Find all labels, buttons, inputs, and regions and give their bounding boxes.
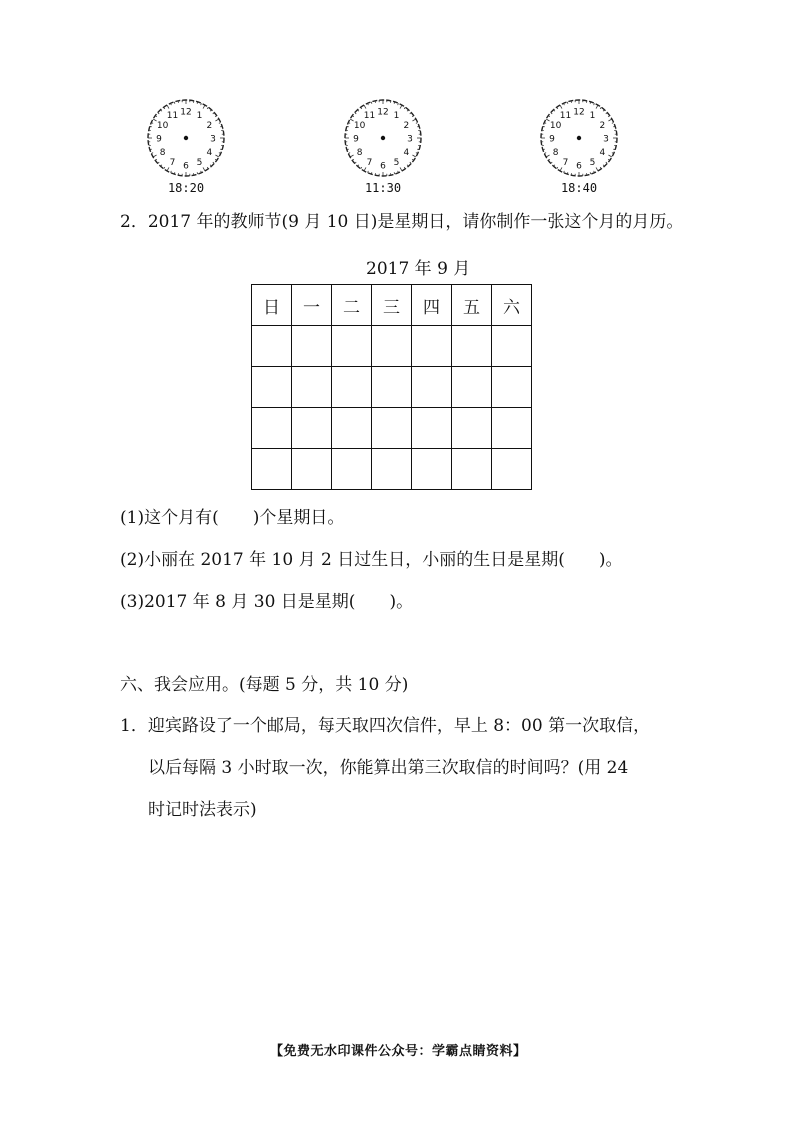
clock-tick bbox=[215, 155, 218, 157]
weekday-sat: 六 bbox=[492, 285, 532, 326]
clock-tick bbox=[371, 102, 372, 104]
calendar-cell[interactable] bbox=[452, 449, 492, 490]
calendar-row bbox=[252, 408, 532, 449]
section-6-q1-line-1: 1．迎宾路设了一个邮局，每天取四次信件，早上 8：00 第一次取信， bbox=[120, 716, 651, 736]
clock-tick bbox=[557, 107, 558, 109]
clock-tick bbox=[167, 105, 169, 108]
clock-numeral: 6 bbox=[576, 161, 582, 172]
clock-2 bbox=[339, 96, 429, 206]
clock-time-label: 11:30 bbox=[364, 181, 402, 195]
calendar-cell[interactable] bbox=[412, 408, 452, 449]
calendar-cell[interactable] bbox=[252, 408, 292, 449]
clock-numeral: 4 bbox=[403, 148, 410, 158]
clock-tick bbox=[158, 162, 159, 163]
clock-numeral: 8 bbox=[159, 148, 166, 158]
clock-tick bbox=[400, 105, 402, 108]
clock-numeral: 11 bbox=[559, 111, 572, 122]
clock-tick bbox=[394, 172, 395, 174]
clock-tick bbox=[215, 116, 217, 117]
clock-numeral: 1 bbox=[589, 111, 596, 122]
clock-tick bbox=[551, 113, 552, 114]
clock-tick bbox=[404, 167, 405, 169]
clock-tick bbox=[203, 167, 205, 170]
clock-tick bbox=[410, 162, 411, 163]
clock-face-3 bbox=[535, 96, 625, 206]
calendar-cell[interactable] bbox=[252, 449, 292, 490]
clock-numeral: 5 bbox=[196, 157, 203, 168]
clock-tick bbox=[164, 167, 165, 169]
clock-numeral: 12 bbox=[573, 107, 585, 118]
calendar-cell[interactable] bbox=[252, 367, 292, 408]
clock-tick bbox=[219, 123, 221, 124]
calendar-title: 2017 年 9 月 bbox=[366, 259, 471, 279]
clock-tick bbox=[560, 167, 562, 170]
question-2-text: 2．2017 年的教师节(9 月 10 日)是星期日，请你制作一张这个月的月历。 bbox=[120, 212, 684, 232]
clock-tick bbox=[590, 172, 591, 174]
sub-question-3: (3)2017 年 8 月 30 日是星期( )。 bbox=[120, 592, 414, 612]
clock-numeral: 7 bbox=[169, 157, 176, 168]
clock-tick bbox=[153, 155, 156, 157]
clock-tick bbox=[167, 167, 169, 170]
footer-note: 【免费无水印课件公众号：学霸点睛资料】 bbox=[270, 1044, 527, 1059]
clock-tick bbox=[546, 155, 549, 157]
clock-tick bbox=[410, 113, 411, 114]
clock-tick bbox=[155, 159, 157, 160]
clock-numeral: 8 bbox=[356, 148, 363, 158]
clock-numeral: 4 bbox=[206, 148, 213, 158]
calendar-cell[interactable] bbox=[372, 326, 412, 367]
clock-time-label: 18:20 bbox=[167, 181, 205, 195]
clock-tick bbox=[174, 102, 175, 104]
clock-tick bbox=[554, 165, 555, 166]
calendar-cell[interactable] bbox=[452, 408, 492, 449]
clock-tick bbox=[557, 167, 558, 169]
clock-numeral: 6 bbox=[380, 161, 386, 172]
clock-tick bbox=[358, 165, 359, 166]
clock-tick bbox=[603, 165, 604, 166]
clock-tick bbox=[213, 113, 214, 114]
clock-numeral: 9 bbox=[353, 134, 359, 145]
calendar-row bbox=[252, 326, 532, 367]
clock-3 bbox=[535, 96, 625, 206]
weekday-tue: 二 bbox=[332, 285, 372, 326]
clock-face-1 bbox=[142, 96, 232, 206]
calendar-cell[interactable] bbox=[332, 449, 372, 490]
clock-numeral: 3 bbox=[603, 134, 609, 145]
clock-tick bbox=[350, 155, 353, 157]
clock-tick bbox=[544, 153, 546, 154]
section-6-heading: 六、我会应用。(每题 5 分，共 10 分) bbox=[120, 675, 409, 695]
calendar-cell[interactable] bbox=[372, 408, 412, 449]
calendar-cell[interactable] bbox=[372, 449, 412, 490]
sub-question-2: (2)小丽在 2017 年 10 月 2 日过生日，小丽的生日是星期( )。 bbox=[120, 550, 623, 570]
calendar-cell[interactable] bbox=[292, 449, 332, 490]
clock-tick bbox=[213, 162, 214, 163]
sub-question-1: (1)这个月有( )个星期日。 bbox=[120, 508, 345, 528]
calendar-cell[interactable] bbox=[492, 326, 532, 367]
clock-numeral: 10 bbox=[156, 121, 169, 131]
clock-1 bbox=[142, 96, 232, 206]
clock-tick bbox=[404, 107, 405, 109]
clock-tick bbox=[364, 167, 366, 170]
clock-tick bbox=[355, 113, 356, 114]
clock-tick bbox=[596, 167, 598, 170]
clock-tick bbox=[201, 103, 202, 105]
clock-tick bbox=[551, 162, 552, 163]
clock-numeral: 3 bbox=[407, 134, 413, 145]
calendar-header-row bbox=[252, 285, 532, 326]
calendar-cell[interactable] bbox=[492, 367, 532, 408]
clock-numeral: 9 bbox=[549, 134, 555, 145]
calendar-cell[interactable] bbox=[332, 408, 372, 449]
calendar-grid bbox=[251, 284, 532, 490]
clock-tick bbox=[412, 116, 414, 117]
clock-tick bbox=[161, 165, 162, 166]
weekday-thu: 四 bbox=[412, 285, 452, 326]
clock-numeral: 1 bbox=[393, 111, 400, 122]
clock-numeral: 3 bbox=[210, 134, 216, 145]
clock-tick bbox=[608, 119, 611, 121]
clock-tick bbox=[608, 155, 611, 157]
calendar-cell[interactable] bbox=[412, 326, 452, 367]
clock-tick bbox=[361, 107, 362, 109]
calendar-row bbox=[252, 449, 532, 490]
clock-tick bbox=[608, 116, 610, 117]
calendar-cell[interactable] bbox=[292, 408, 332, 449]
clock-tick bbox=[600, 107, 601, 109]
calendar-cell[interactable] bbox=[452, 367, 492, 408]
clock-numeral: 12 bbox=[180, 107, 192, 118]
calendar-cell[interactable] bbox=[292, 326, 332, 367]
clock-tick bbox=[352, 116, 354, 117]
clock-tick bbox=[151, 153, 153, 154]
clock-numeral: 10 bbox=[549, 121, 562, 131]
clock-tick bbox=[594, 103, 595, 105]
clock-tick bbox=[155, 116, 157, 117]
clock-tick bbox=[358, 110, 359, 111]
clock-numeral: 5 bbox=[393, 157, 400, 168]
clock-tick bbox=[407, 110, 408, 111]
clock-numeral: 1 bbox=[196, 111, 203, 122]
section-6-q1-line-3: 时记时法表示) bbox=[148, 800, 257, 820]
clock-tick bbox=[352, 159, 354, 160]
weekday-wed: 三 bbox=[372, 285, 412, 326]
clock-center-dot bbox=[381, 136, 385, 140]
clock-time-label: 18:40 bbox=[560, 181, 598, 195]
clock-numeral: 10 bbox=[353, 121, 366, 131]
clock-tick bbox=[398, 103, 399, 105]
clock-numeral: 2 bbox=[206, 121, 213, 131]
clock-numeral: 5 bbox=[589, 157, 596, 168]
clock-numeral: 7 bbox=[366, 157, 373, 168]
calendar-cell[interactable] bbox=[292, 367, 332, 408]
calendar-cell[interactable] bbox=[372, 367, 412, 408]
clock-tick bbox=[197, 172, 198, 174]
clock-tick bbox=[215, 119, 218, 121]
clock-numeral: 11 bbox=[363, 111, 376, 122]
clock-numeral: 7 bbox=[562, 157, 569, 168]
clock-numeral: 2 bbox=[599, 121, 606, 131]
clock-tick bbox=[412, 155, 415, 157]
clock-tick bbox=[612, 123, 614, 124]
clock-tick bbox=[210, 165, 211, 166]
clock-tick bbox=[606, 162, 607, 163]
clock-numeral: 6 bbox=[183, 161, 189, 172]
clock-tick bbox=[407, 165, 408, 166]
clock-numeral: 4 bbox=[599, 148, 606, 158]
calendar-cell[interactable] bbox=[492, 449, 532, 490]
calendar-cell[interactable] bbox=[412, 367, 452, 408]
clock-tick bbox=[355, 162, 356, 163]
clock-tick bbox=[548, 116, 550, 117]
clock-tick bbox=[412, 119, 415, 121]
calendar-cell[interactable] bbox=[452, 326, 492, 367]
clock-tick bbox=[164, 107, 165, 109]
clock-tick bbox=[210, 110, 211, 111]
clock-tick bbox=[400, 167, 402, 170]
clock-numeral: 8 bbox=[552, 148, 559, 158]
clock-numeral: 2 bbox=[403, 121, 410, 131]
clock-tick bbox=[207, 107, 208, 109]
clock-tick bbox=[203, 105, 205, 108]
calendar-cell[interactable] bbox=[412, 449, 452, 490]
clock-tick bbox=[554, 110, 555, 111]
clock-tick bbox=[608, 159, 610, 160]
calendar-cell[interactable] bbox=[492, 408, 532, 449]
clock-tick bbox=[603, 110, 604, 111]
clock-tick bbox=[548, 159, 550, 160]
clock-tick bbox=[596, 105, 598, 108]
clock-tick bbox=[412, 159, 414, 160]
clock-face-2 bbox=[339, 96, 429, 206]
clock-tick bbox=[606, 113, 607, 114]
weekday-fri: 五 bbox=[452, 285, 492, 326]
clock-numeral: 12 bbox=[377, 107, 389, 118]
weekday-sun: 日 bbox=[252, 285, 292, 326]
clock-numeral: 9 bbox=[156, 134, 162, 145]
calendar-cell[interactable] bbox=[332, 367, 372, 408]
calendar-cell[interactable] bbox=[332, 326, 372, 367]
clock-tick bbox=[560, 105, 562, 108]
clock-tick bbox=[567, 102, 568, 104]
clock-tick bbox=[600, 167, 601, 169]
clock-center-dot bbox=[184, 136, 188, 140]
clock-tick bbox=[207, 167, 208, 169]
calendar-cell[interactable] bbox=[252, 326, 292, 367]
clock-tick bbox=[158, 113, 159, 114]
calendar-row bbox=[252, 367, 532, 408]
clock-tick bbox=[361, 167, 362, 169]
weekday-mon: 一 bbox=[292, 285, 332, 326]
clock-center-dot bbox=[577, 136, 581, 140]
clock-tick bbox=[364, 105, 366, 108]
clock-numeral: 11 bbox=[166, 111, 179, 122]
section-6-q1-line-2: 以后每隔 3 小时取一次，你能算出第三次取信的时间吗？(用 24 bbox=[148, 758, 629, 778]
clock-tick bbox=[348, 153, 350, 154]
clock-tick bbox=[416, 123, 418, 124]
clock-tick bbox=[161, 110, 162, 111]
clock-tick bbox=[215, 159, 217, 160]
